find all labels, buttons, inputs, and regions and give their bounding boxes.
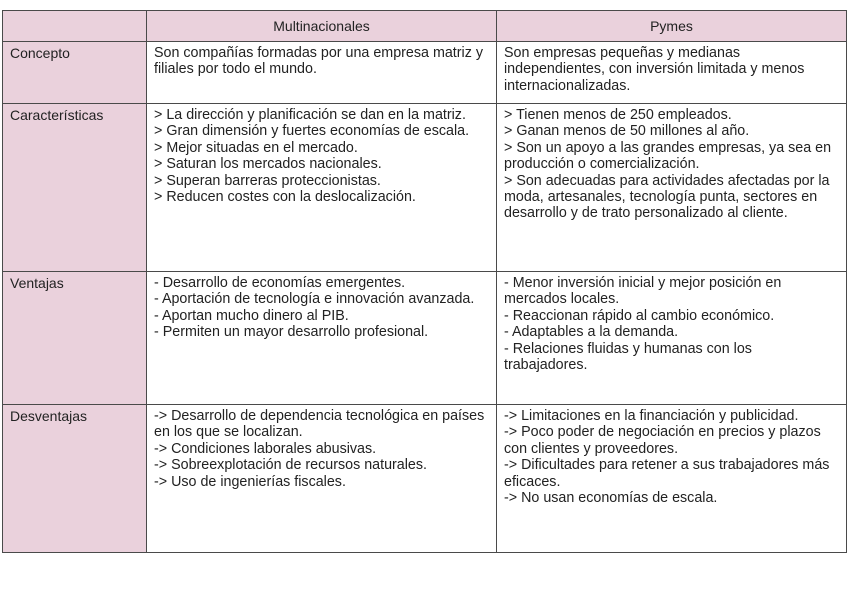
header-pymes: Pymes — [497, 11, 847, 42]
cell-line: -> Poco poder de negociación en precios y plazos con clientes y proveedores. — [504, 424, 825, 457]
cell-concepto-pymes — [497, 42, 847, 104]
cell-line: > Saturan los mercados nacionales. — [154, 156, 382, 173]
cell-line: > Ganan menos de 50 millones al año. — [504, 123, 750, 140]
cell-ventajas-pymes — [497, 272, 847, 405]
cell-line: -> Dificultades para retener a sus trabajadores más eficaces. — [504, 457, 834, 490]
cell-line: - Aportación de tecnología e innovación avanzada. — [154, 291, 475, 308]
table-row-ventajas — [3, 272, 847, 405]
cell-line: - Menor inversión inicial y mejor posición en mercados locales. — [504, 275, 786, 308]
cell-ventajas-multinacionales — [147, 272, 497, 405]
cell-desventajas-multinacionales — [147, 405, 497, 553]
table-row-desventajas — [3, 405, 847, 553]
row-label-caracteristicas: Características — [3, 104, 147, 272]
cell-line: > Son un apoyo a las grandes empresas, ya sea en producción o comercialización. — [504, 139, 836, 173]
cell-line: - Desarrollo de economías emergentes. — [154, 275, 406, 291]
cell-line: Son compañías formadas por una empresa matriz y filiales por todo el mundo. — [154, 45, 487, 78]
cell-line: > Mejor situadas en el mercado. — [154, 139, 358, 156]
cell-line: > Superan barreras proteccionistas. — [154, 172, 381, 189]
cell-concepto-multinacionales — [147, 42, 497, 104]
cell-desventajas-pymes — [497, 405, 847, 553]
row-label-ventajas: Ventajas — [3, 272, 147, 405]
cell-line: > La dirección y planificación se dan en la matriz. — [154, 107, 466, 123]
cell-line: -> Sobreexplotación de recursos naturales. — [154, 457, 427, 474]
cell-line: -> Condiciones laborales abusivas. — [154, 440, 377, 457]
cell-line: -> No usan economías de escala. — [504, 490, 718, 507]
comparison-table — [2, 10, 847, 553]
header-corner-cell — [3, 11, 147, 42]
cell-line: - Reaccionan rápido al cambio económico. — [504, 307, 775, 324]
cell-line: -> Uso de ingenierías fiscales. — [154, 473, 346, 490]
header-row — [3, 11, 847, 42]
cell-caracteristicas-pymes — [497, 104, 847, 272]
cell-caracteristicas-multinacionales — [147, 104, 497, 272]
cell-line: > Reducen costes con la deslocalización. — [154, 189, 416, 206]
cell-line: - Permiten un mayor desarrollo profesional. — [154, 324, 429, 341]
cell-line: > Son adecuadas para actividades afectadas por la moda, artesanales, tecnología punta, sectores en desarrollo y de trato personalizado al cliente. — [504, 172, 834, 222]
cell-line: -> Limitaciones en la financiación y publicidad. — [504, 408, 799, 424]
cell-line: > Tienen menos de 250 empleados. — [504, 107, 732, 123]
row-label-concepto: Concepto — [3, 42, 147, 104]
row-label-desventajas: Desventajas — [3, 405, 147, 553]
cell-line: Son empresas pequeñas y medianas independientes, con inversión limitada y menos internacionalizadas. — [504, 45, 809, 94]
cell-line: > Gran dimensión y fuertes economías de escala. — [154, 123, 470, 140]
table-row-caracteristicas — [3, 104, 847, 272]
cell-line: - Adaptables a la demanda. — [504, 324, 679, 341]
header-multinacionales: Multinacionales — [147, 11, 497, 42]
cell-line: - Relaciones fluidas y humanas con los trabajadores. — [504, 340, 756, 374]
table-row-concepto — [3, 42, 847, 104]
cell-line: - Aportan mucho dinero al PIB. — [154, 307, 349, 324]
cell-line: -> Desarrollo de dependencia tecnológica en países en los que se localizan. — [154, 408, 489, 441]
